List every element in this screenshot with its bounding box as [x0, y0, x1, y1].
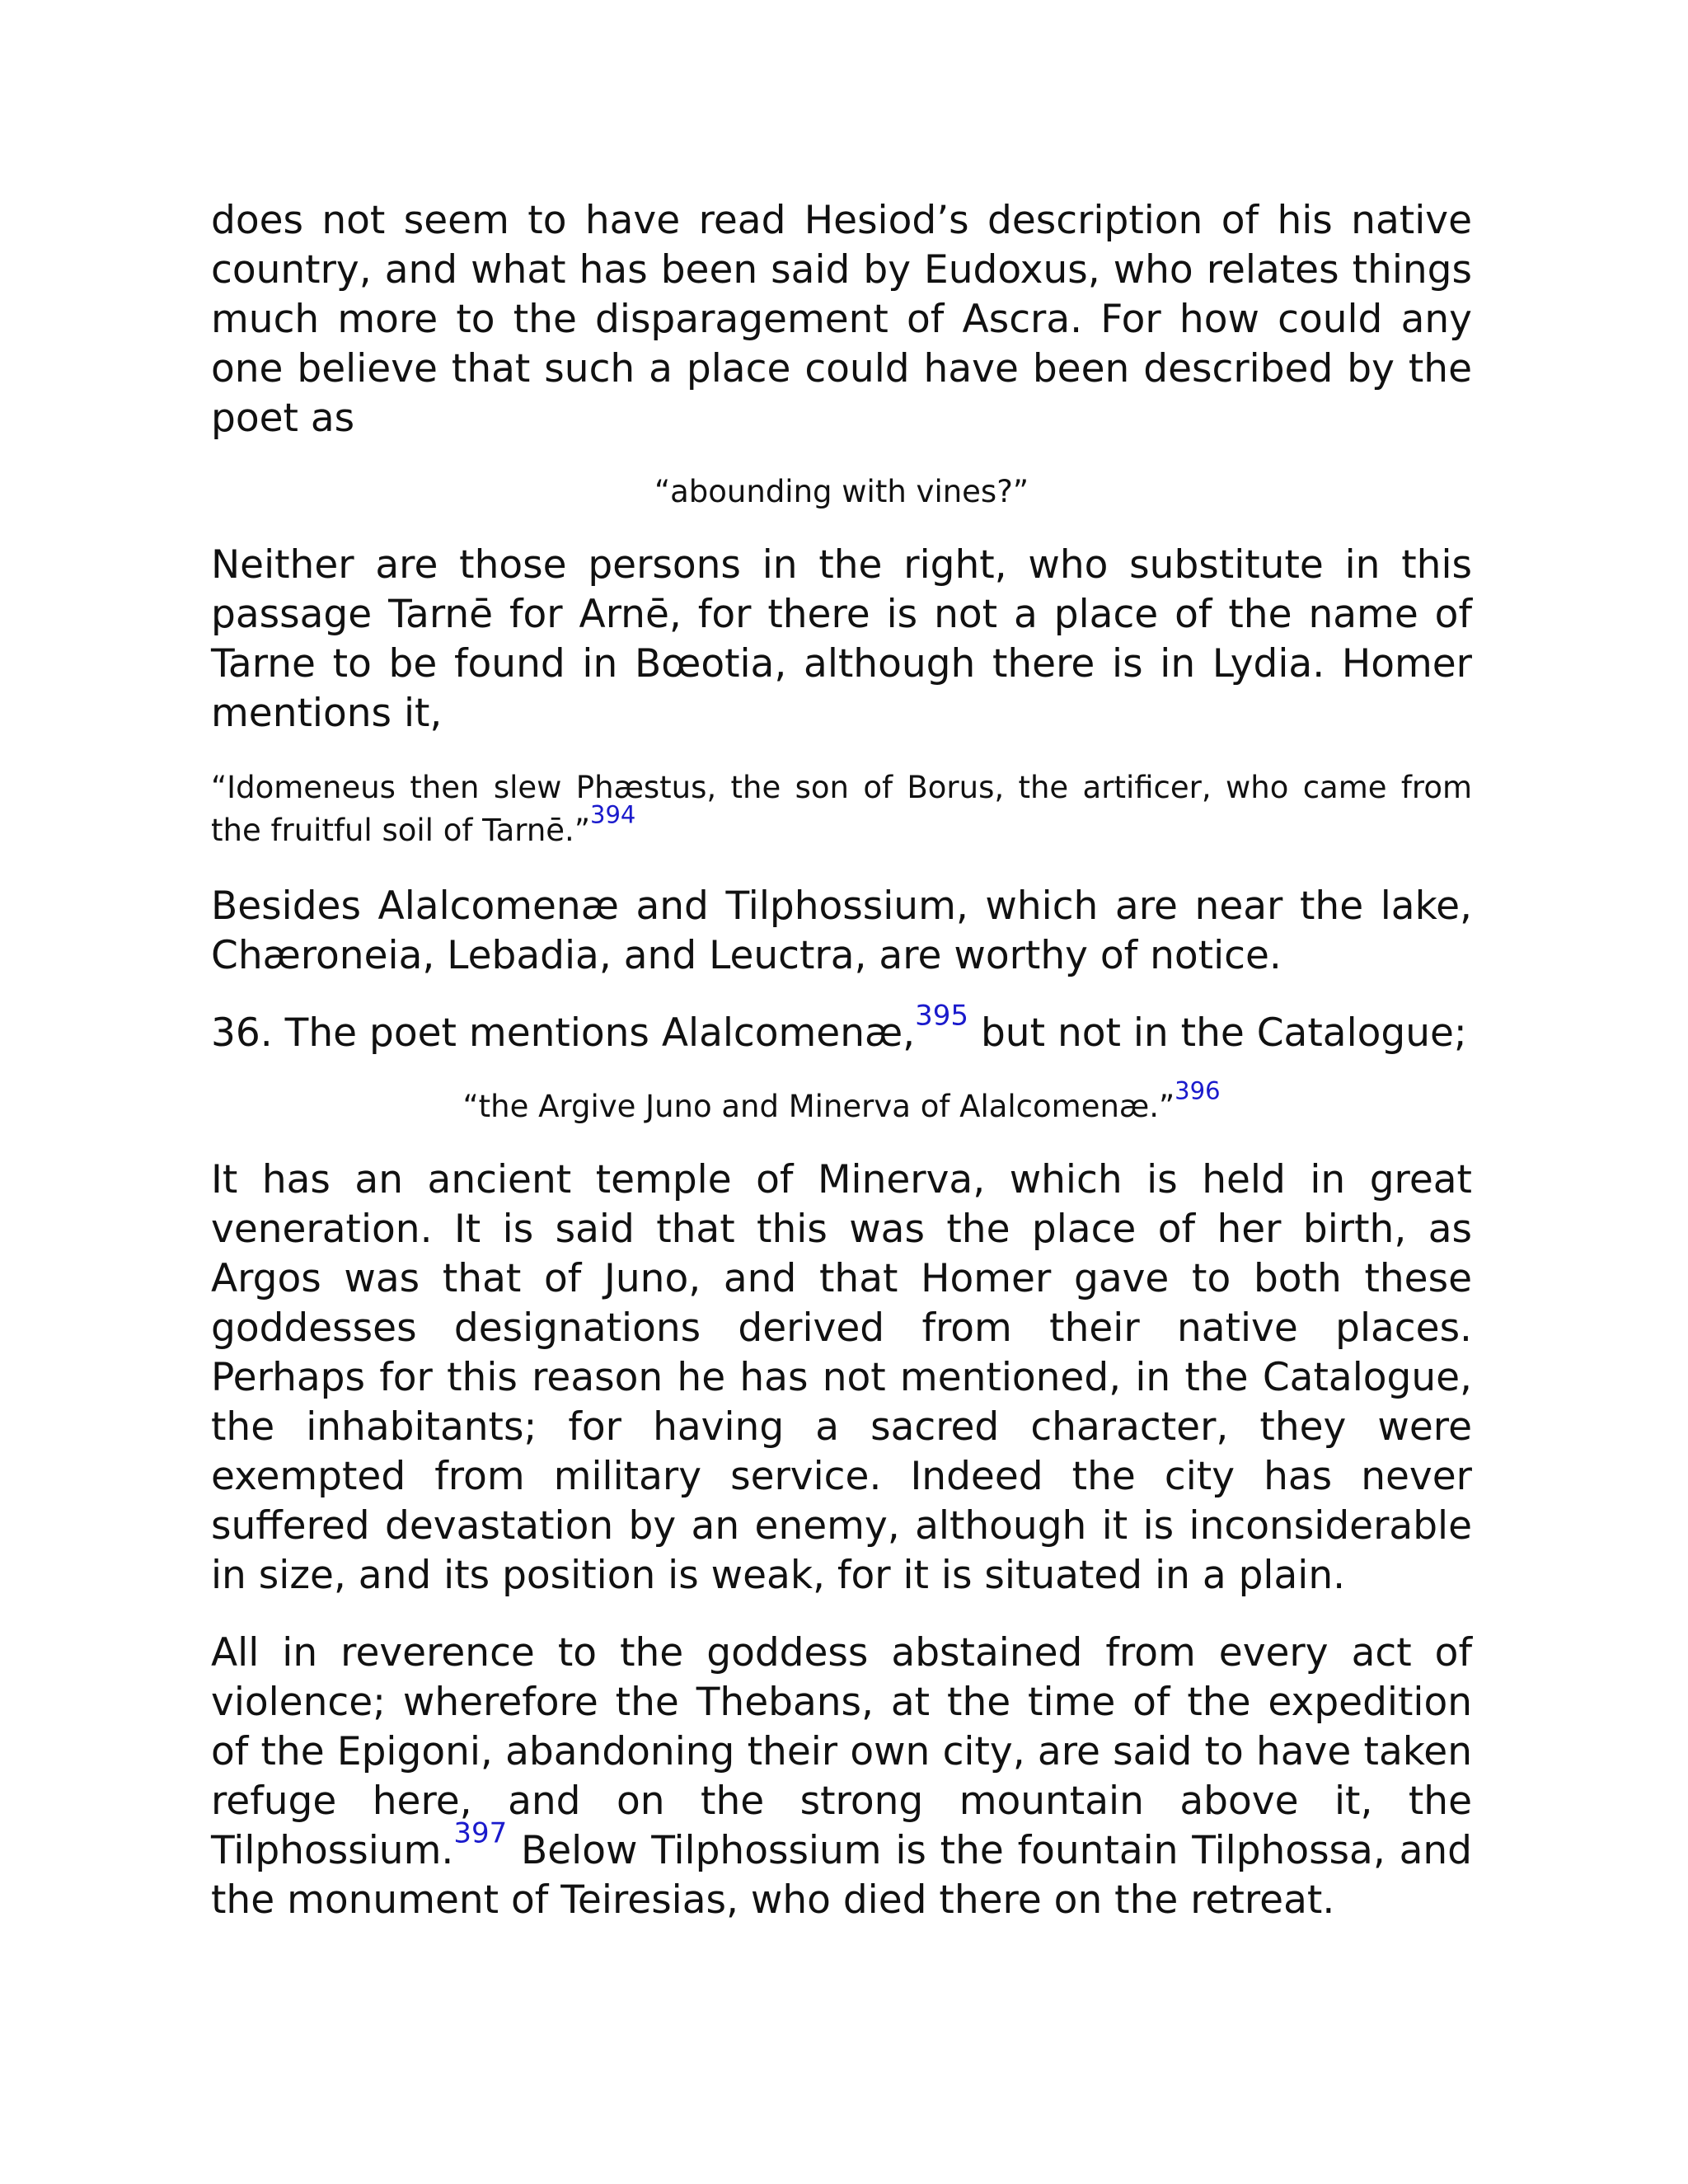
paragraph-text: Neither are those persons in the right, who substitute in this passage Tarnē for Arnē, for there is not a place of the name of Tarne to be found in Bœotia, although there is in Lydia. Homer mentions it,: [211, 542, 1472, 736]
document-page: [211, 196, 1472, 1953]
quote-argive-juno: [211, 1076, 1472, 1127]
paragraph-tarne: [211, 541, 1472, 738]
paragraph-temple-minerva: [211, 1155, 1472, 1601]
paragraph-alalcomenae-tilphossium: [211, 882, 1472, 981]
quote-vines: [211, 471, 1472, 513]
paragraph-text: All in reverence to the goddess abstained from every act of violence; wherefore the Thebans, at the time of the expedition of the Epigoni, abandoning their own city, are said to have taken refuge here, and on the strong mountain above it, the Tilphossium.: [211, 1630, 1472, 1873]
paragraph-thebans-refuge: [211, 1629, 1472, 1925]
quote-idomeneus: [211, 766, 1472, 852]
paragraph-hesiod: [211, 196, 1472, 443]
footnote-link-395[interactable]: 395: [915, 999, 969, 1033]
quote-text: “Idomeneus then slew Phæstus, the son of Borus, the artificer, who came from the fruitful soil of Tarnē.”: [211, 770, 1472, 848]
paragraph-text: It has an ancient temple of Minerva, which is held in great veneration. It is said that this was the place of her birth, as Argos was that of Juno, and that Homer gave to both these goddesses designations derived from their native places. Perhaps for this reason he has not mentioned, in the Catalogue, the inhabitants; for having a sacred character, they were exempted from military service. Indeed the city has never suffered devastation by an enemy, although it is inconsiderable in size, and its position is weak, for it is situated in a plain.: [211, 1157, 1472, 1598]
quote-text: “abounding with vines?”: [654, 474, 1029, 509]
paragraph-section-36: [211, 999, 1472, 1058]
paragraph-text: but not in the Catalogue;: [968, 1010, 1467, 1056]
footnote-link-397[interactable]: 397: [453, 1816, 508, 1850]
paragraph-text: Besides Alalcomenæ and Tilphossium, which are near the lake, Chæroneia, Lebadia, and Leuctra, are worthy of notice.: [211, 883, 1472, 978]
paragraph-text: 36. The poet mentions Alalcomenæ,: [211, 1010, 916, 1056]
paragraph-text: does not seem to have read Hesiod’s description of his native country, and what has been said by Eudoxus, who relates things much more to the disparagement of Ascra. For how could any one believe that such a place could have been described by the poet as: [211, 198, 1472, 441]
paragraph-text: Below Tilphossium is the fountain Tilphossa, and the monument of Teiresias, who died there on the retreat.: [211, 1828, 1472, 1923]
footnote-link-396[interactable]: 396: [1175, 1076, 1221, 1105]
footnote-link-394[interactable]: 394: [590, 800, 636, 829]
quote-text: “the Argive Juno and Minerva of Alalcomenæ.”: [462, 1089, 1175, 1124]
